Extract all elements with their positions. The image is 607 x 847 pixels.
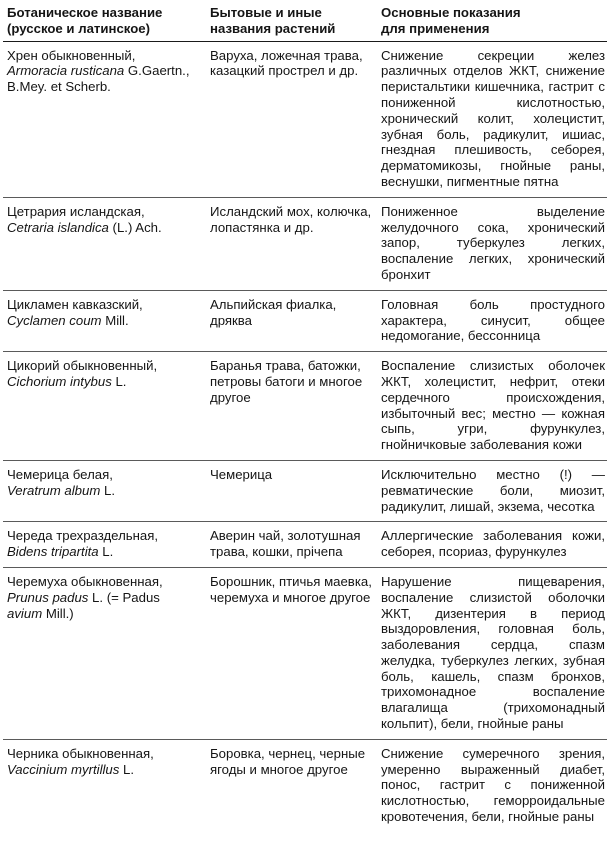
common-names-cell: Чемерица	[210, 466, 273, 482]
latin-name: Veratrum album L.	[7, 482, 115, 498]
latin-name: Armoracia rusticana G.Gaertn.,	[7, 63, 190, 79]
table-body	[3, 41, 607, 832]
header-indications: Основные показания для применения	[381, 5, 521, 36]
botanical-name-cell	[3, 567, 206, 739]
russian-name: Цикламен кавказский,	[7, 296, 143, 312]
russian-name: Череда трехраздельная,	[7, 528, 159, 544]
latin-name-line-2: avium Mill.)	[7, 605, 74, 621]
russian-name: Черника обыкновенная,	[7, 745, 154, 761]
indications-cell: Нарушение пищеварения, воспаление слизистой оболочки ЖКТ, дизентерия в период выздоровления, головная боль, заболевания сердца, спазм желудка, туберкулез легких, зубная боль, кашель, спазм бронхов, трихомонадное воспаление влагалища (трихомонадный кольпит), бели, гнойные раны	[381, 573, 605, 732]
russian-name: Чемерица белая,	[7, 466, 113, 482]
botanical-name-cell	[3, 290, 206, 351]
table-row	[3, 739, 607, 831]
botanical-name-cell	[3, 41, 206, 197]
botanical-name-cell	[3, 460, 206, 521]
indications-cell: Пониженное выделение желудочного сока, хронический запор, туберкулез легких, воспаление легких, хронический бронхит	[381, 203, 605, 282]
header-botanical-name: Ботаническое название (русское и латинское)	[7, 5, 163, 36]
herbal-plants-table	[3, 0, 607, 832]
table-row	[3, 522, 607, 568]
latin-name: Bidens tripartita L.	[7, 544, 114, 560]
header-common-names: Бытовые и иные названия растений	[210, 5, 336, 36]
table-row	[3, 352, 607, 461]
table-row	[3, 197, 607, 290]
header-row	[3, 0, 607, 41]
botanical-name-cell	[3, 522, 206, 568]
common-names-cell: Альпийская фиалка, дряква	[210, 296, 337, 328]
russian-name: Цетрария исландская,	[7, 203, 145, 219]
indications-cell: Снижение сумеречного зрения, умеренно выраженный диабет, понос, гастрит с пониженной кислотностью, геморроидальные кровотечения, бели, гнойные раны	[381, 745, 605, 825]
indications-cell: Аллергические заболевания кожи, себорея, псориаз, фурункулез	[381, 528, 605, 560]
latin-name: Vaccinium myrtillus L.	[7, 761, 135, 777]
botanical-name-cell	[3, 197, 206, 290]
common-names-cell: Борошник, птичья маевка, черемуха и многое другое	[210, 573, 372, 605]
latin-name: Cyclamen coum Mill.	[7, 312, 129, 328]
latin-name: Cichorium intybus L.	[7, 373, 127, 389]
table-row	[3, 567, 607, 739]
common-names-cell: Баранья трава, батожки, петровы батоги и многое другое	[210, 358, 363, 405]
indications-cell: Головная боль простудного характера, синусит, общее недомогание, бессонница	[381, 296, 605, 344]
table-row	[3, 41, 607, 197]
russian-name: Хрен обыкновенный,	[7, 47, 136, 63]
table-row	[3, 460, 607, 521]
latin-name: Cetraria islandica (L.) Ach.	[7, 219, 162, 235]
common-names-cell: Боровка, чернец, черные ягоды и многое другое	[210, 745, 366, 777]
table-row	[3, 290, 607, 351]
indications-cell: Снижение секреции желез различных отделов ЖКТ, снижение перистальтики кишечника, гастрит с пониженной кислотностью, хронический колит, холецистит, зубная боль, радикулит, ишиас, гнездная плешивость, себорея, дерматомикозы, гнойные раны, веснушки, пигментные пятна	[381, 47, 605, 189]
common-names-cell: Исландский мох, колючка, лопастянка и др.	[210, 203, 372, 235]
common-names-cell: Аверин чай, золотушная трава, кошки, прічепа	[210, 528, 361, 560]
russian-name: Цикорий обыкновенный,	[7, 358, 158, 374]
common-names-cell: Варуха, ложечная трава, казацкий прострел и др.	[210, 47, 363, 79]
botanical-name-cell	[3, 739, 206, 831]
botanical-name-cell	[3, 352, 206, 461]
latin-name-line-2: B.Mey. et Scherb.	[7, 79, 111, 95]
latin-name: Prunus padus L. (= Padus	[7, 589, 160, 605]
indications-cell: Воспаление слизистых оболочек ЖКТ, холецистит, нефрит, отеки сердечного происхождения, избыточный вес; местно — кожная сыпь, угри, фурункулез, гнойничковые заболевания кожи	[381, 358, 605, 453]
russian-name: Черемуха обыкновенная,	[7, 573, 163, 589]
indications-cell: Исключительно местно (!) — ревматические боли, миозит, радикулит, лишай, экзема, чесотка	[381, 466, 605, 514]
